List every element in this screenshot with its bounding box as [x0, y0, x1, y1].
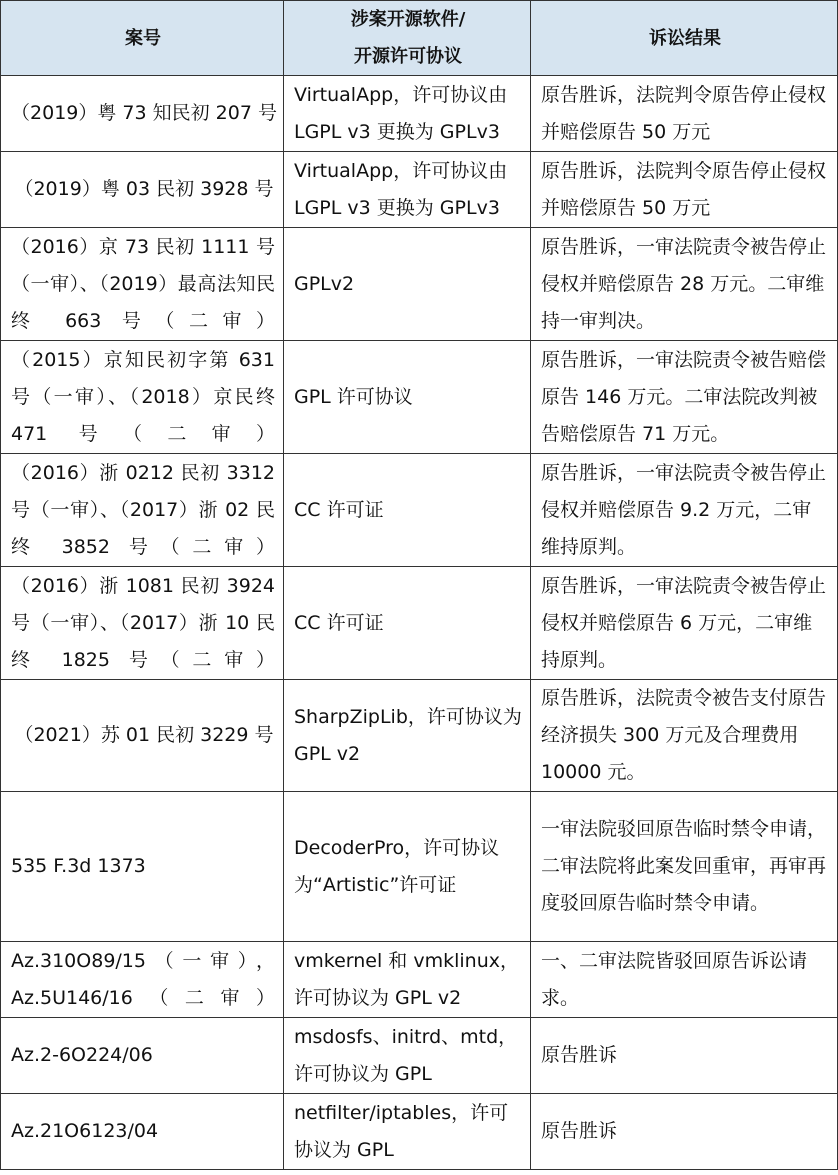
table-row — [1, 680, 838, 792]
table-row — [1, 792, 838, 942]
table-row — [1, 341, 838, 454]
header-software-license — [284, 1, 531, 76]
table-row — [1, 152, 838, 228]
table-row — [1, 454, 838, 567]
table-row — [1, 228, 838, 341]
software-license-cell: GPLv2 — [284, 228, 531, 341]
software-license-cell: CC 许可证 — [284, 454, 531, 567]
software-license-cell: VirtualApp，许可协议由 LGPL v3 更换为 GPLv3 — [284, 76, 531, 152]
case-number-cell: Az.21O6123/04 — [1, 1094, 284, 1170]
case-number-cell: （2019）粤 03 民初 3928 号 — [1, 152, 284, 228]
table-row — [1, 1018, 838, 1094]
table-row — [1, 1094, 838, 1170]
result-cell: 原告胜诉，一审法院责令被告停止侵权并赔偿原告 9.2 万元，二审维持原判。 — [531, 454, 838, 567]
case-number-cell: （2016）浙 0212 民初 3312 号（一审）、（2017）浙 02 民终 3852 号（二审） — [1, 454, 284, 567]
table-body — [1, 76, 838, 1170]
header-row — [1, 1, 838, 76]
result-cell: 原告胜诉，法院判令原告停止侵权并赔偿原告 50 万元 — [531, 76, 838, 152]
result-cell: 原告胜诉，一审法院责令被告停止侵权并赔偿原告 6 万元，二审维持原判。 — [531, 567, 838, 680]
result-cell: 原告胜诉，法院责令被告支付原告经济损失 300 万元及合理费用 10000 元。 — [531, 680, 838, 792]
result-cell: 原告胜诉，法院判令原告停止侵权并赔偿原告 50 万元 — [531, 152, 838, 228]
header-case-no: 案号 — [1, 1, 284, 76]
result-cell: 一、二审法院皆驳回原告诉讼请求。 — [531, 942, 838, 1018]
software-license-cell: msdosfs、initrd、mtd，许可协议为 GPL — [284, 1018, 531, 1094]
table-row — [1, 76, 838, 152]
result-cell: 原告胜诉 — [531, 1094, 838, 1170]
software-license-cell: SharpZipLib，许可协议为 GPL v2 — [284, 680, 531, 792]
software-license-cell: VirtualApp，许可协议由 LGPL v3 更换为 GPLv3 — [284, 152, 531, 228]
case-number-cell: （2016）京 73 民初 1111 号（一审）、（2019）最高法知民终 663 号（二审） — [1, 228, 284, 341]
table-header — [1, 1, 838, 76]
software-license-cell: netfilter/iptables，许可协议为 GPL — [284, 1094, 531, 1170]
result-cell: 一审法院驳回原告临时禁令申请，二审法院将此案发回重审，再审再度驳回原告临时禁令申请。 — [531, 792, 838, 942]
header-software-license-line1: 涉案开源软件/ — [350, 9, 466, 30]
case-number-cell: （2021）苏 01 民初 3229 号 — [1, 680, 284, 792]
case-number-cell: 535 F.3d 1373 — [1, 792, 284, 942]
software-license-cell: CC 许可证 — [284, 567, 531, 680]
software-license-cell: vmkernel 和 vmklinux，许可协议为 GPL v2 — [284, 942, 531, 1018]
software-license-cell: GPL 许可协议 — [284, 341, 531, 454]
table-row — [1, 942, 838, 1018]
result-cell: 原告胜诉 — [531, 1018, 838, 1094]
case-number-cell: （2016）浙 1081 民初 3924 号（一审）、（2017）浙 10 民终 1825 号（二审） — [1, 567, 284, 680]
header-software-license-line2: 开源许可协议 — [354, 46, 462, 67]
case-number-cell: （2015）京知民初字第 631 号（一审）、（2018）京民终 471 号（二审） — [1, 341, 284, 454]
result-cell: 原告胜诉，一审法院责令被告停止侵权并赔偿原告 28 万元。二审维持一审判决。 — [531, 228, 838, 341]
case-number-cell: （2019）粤 73 知民初 207 号 — [1, 76, 284, 152]
table-row — [1, 567, 838, 680]
case-number-cell: Az.310O89/15（一审），Az.5U146/16（二审） — [1, 942, 284, 1018]
result-cell: 原告胜诉，一审法院责令被告赔偿原告 146 万元。二审法院改判被告赔偿原告 71 万元。 — [531, 341, 838, 454]
header-result: 诉讼结果 — [531, 1, 838, 76]
case-number-cell: Az.2-6O224/06 — [1, 1018, 284, 1094]
software-license-cell: DecoderPro，许可协议为“Artistic”许可证 — [284, 792, 531, 942]
